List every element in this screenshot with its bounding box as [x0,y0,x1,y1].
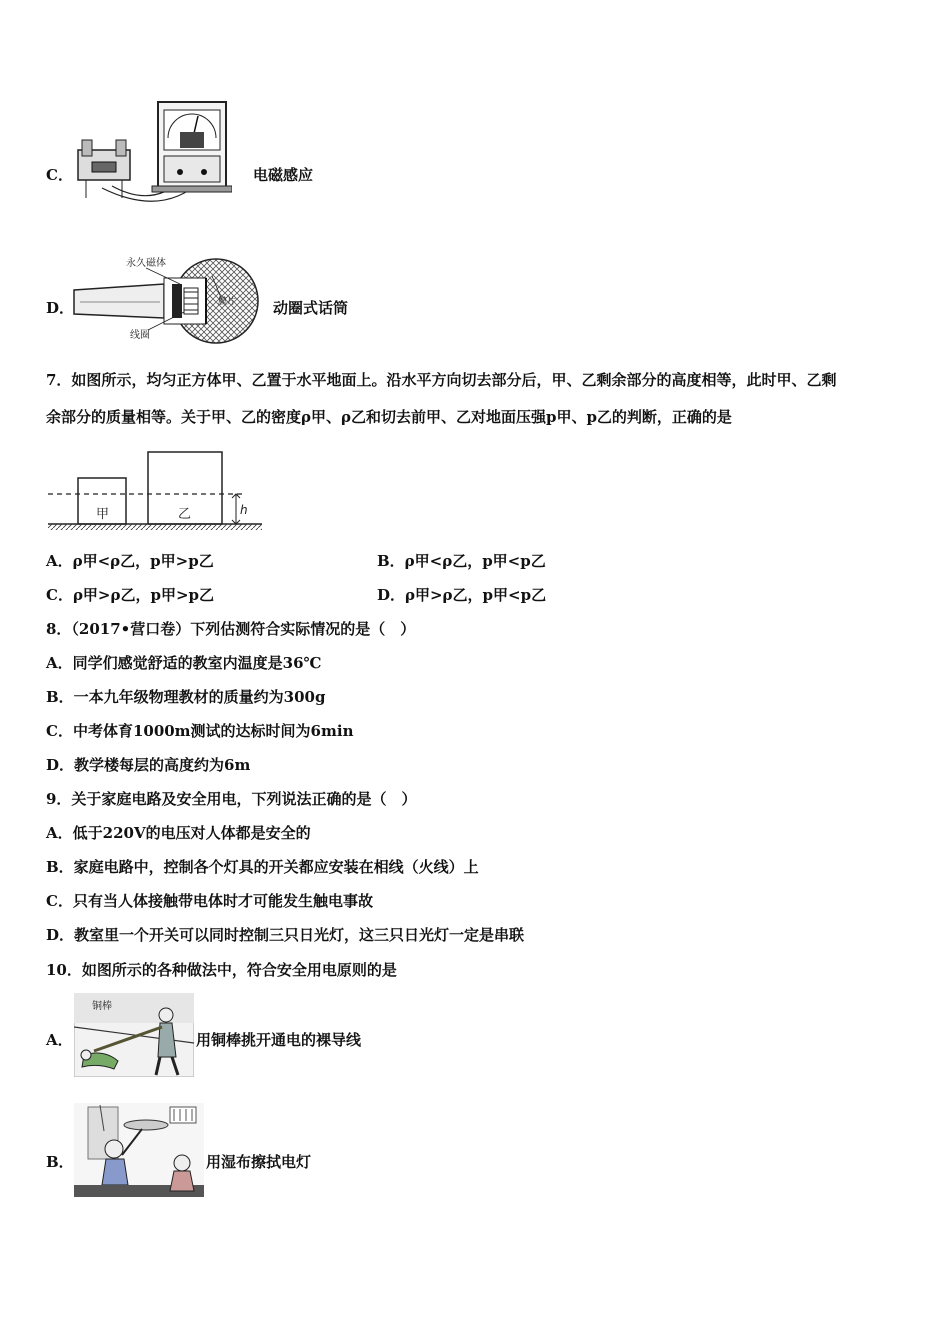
galvanometer-figure [72,98,232,222]
q10-option-b-label[interactable]: B． [46,1153,74,1171]
q7-stem-line1: 7．如图所示，均匀正方体甲、乙置于水平地面上。沿水平方向切去部分后，甲、乙剩余部分的高度相等，此时甲、乙剩 [46,371,837,389]
q7-option-b[interactable]: B．ρ甲<ρ乙，p甲<p乙 [377,552,546,570]
q10-option-a-label[interactable]: A． [46,1031,73,1049]
copper-rod-figure [74,993,194,1081]
q10-option-a-caption: 用铜棒挑开通电的裸导线 [196,1031,362,1049]
q9-option-a[interactable]: A．低于220V的电压对人体都是安全的 [46,824,311,842]
q8-option-c[interactable]: C．中考体育1000m测试的达标时间为6min [46,722,354,740]
copper-rod-label: 铜棒 [92,1001,112,1012]
q9-option-c[interactable]: C．只有当人体接触带电体时才可能发生触电事故 [46,892,373,910]
q8-option-a[interactable]: A．同学们感觉舒适的教室内温度是36℃ [46,654,322,672]
q10-option-b-caption: 用湿布擦拭电灯 [206,1153,312,1171]
height-label: h [240,503,248,517]
wet-cloth-figure [74,1103,204,1201]
q10-stem: 10．如图所示的各种做法中，符合安全用电原则的是 [46,961,397,979]
block-a-label: 甲 [96,507,110,522]
diaphragm-label: 膜片 [218,297,237,307]
option-d-label: D． [46,299,75,317]
q8-option-b[interactable]: B．一本九年级物理教材的质量约为300g [46,688,326,706]
microphone-figure [72,254,262,352]
option-c-label: C． [46,166,73,184]
option-d-caption: 动圈式话筒 [273,299,349,317]
q8-option-d[interactable]: D．教学楼每层的高度约为6m [46,756,251,774]
q8-stem: 8．（2017•营口卷）下列估测符合实际情况的是（ ） [46,620,416,638]
option-c-caption: 电磁感应 [253,166,314,184]
block-b-label: 乙 [178,507,192,522]
q9-option-b[interactable]: B．家庭电路中，控制各个灯具的开关都应安装在相线（火线）上 [46,858,479,876]
q7-option-c[interactable]: C．ρ甲>ρ乙，p甲>p乙 [46,586,215,604]
q9-option-d[interactable]: D．教室里一个开关可以同时控制三只日光灯，这三只日光灯一定是串联 [46,926,525,944]
q7-option-a[interactable]: A．ρ甲<ρ乙，p甲>p乙 [46,552,214,570]
coil-label: 线圈 [130,330,150,341]
q9-stem: 9．关于家庭电路及安全用电，下列说法正确的是（ ） [46,790,417,808]
magnet-label: 永久磁体 [126,258,166,269]
q7-option-d[interactable]: D．ρ甲>ρ乙，p甲<p乙 [377,586,547,604]
q7-stem-line2: 余部分的质量相等。关于甲、乙的密度ρ甲、ρ乙和切去前甲、乙对地面压强p甲、p乙的判断，正确的是 [46,408,732,426]
q7-blocks-figure [48,448,264,538]
